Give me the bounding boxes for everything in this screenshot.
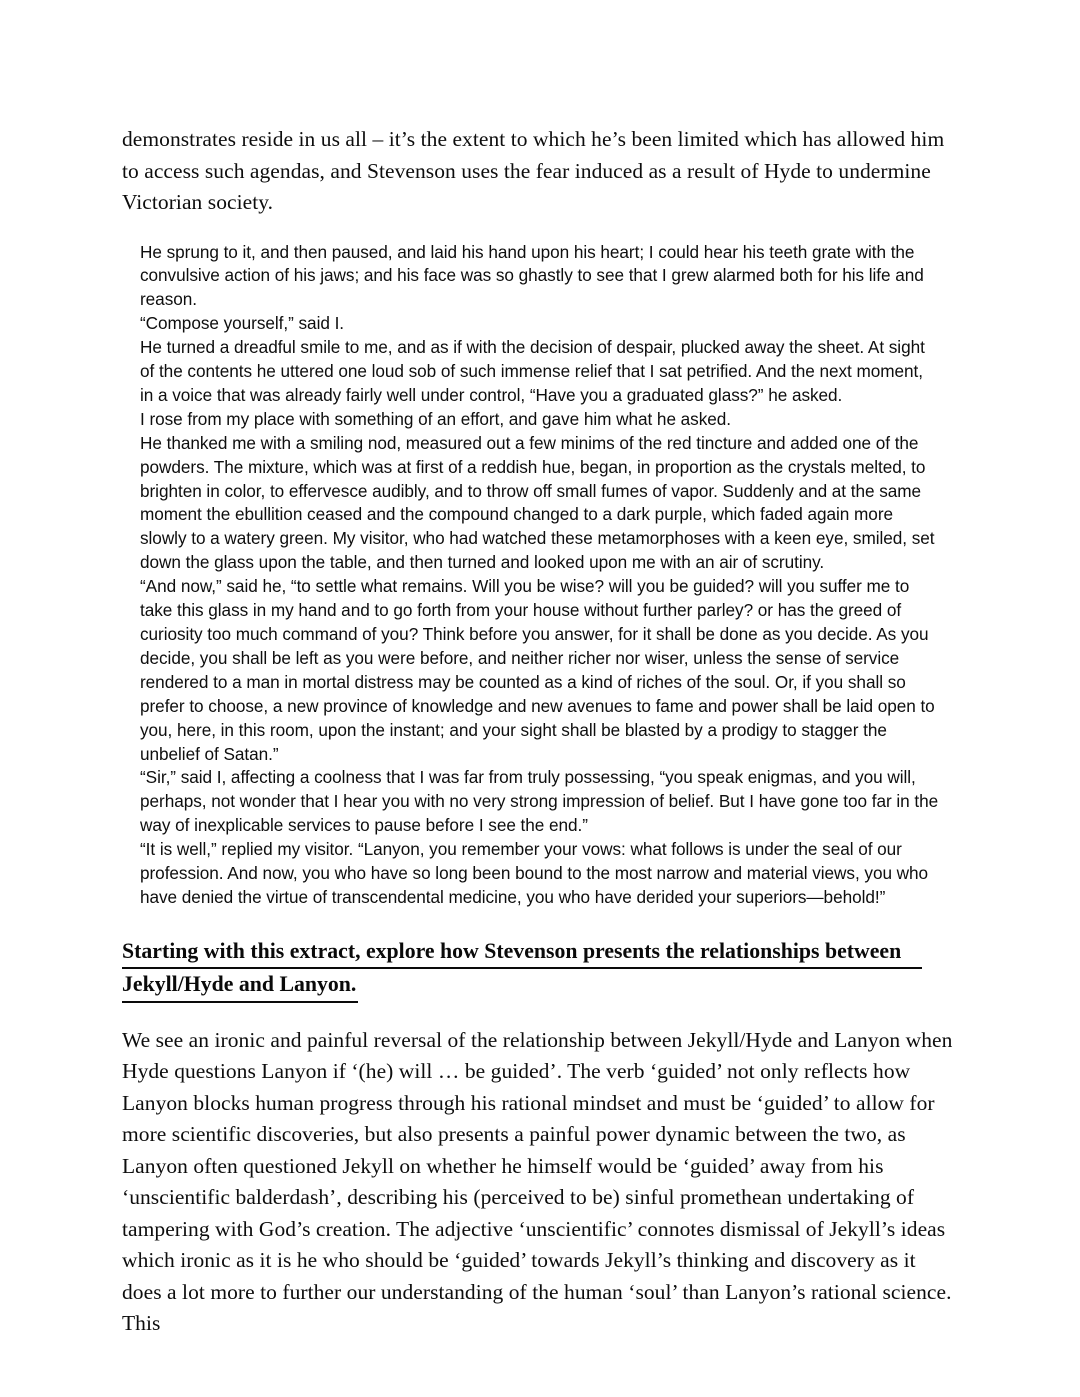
extract-paragraph: “And now,” said he, “to settle what remains. Will you be wise? will you be guided? will you suffer me to take this glass in my hand and to go forth from your house without further parley? or has the greed of curiosity too much command of you? Think before you answer, for it shall be done as you decide. As you decide, you shall be left as you were before, and neither richer nor wiser, unless the sense of service rendered to a man in mortal distress may be counted as a kind of riches of the soul. Or, if you shall so prefer to choose, a new province of knowledge and new avenues to fame and power shall be laid open to you, here, in this room, upon the instant; and your sight shall be blasted by a prodigy to stagger the unbelief of Satan.” [140, 576, 935, 764]
question-heading-line-2: Jekyll/Hyde and Lanyon. [122, 969, 358, 1003]
question-heading-line-1: Starting with this extract, explore how Stevenson presents the relationships between [122, 936, 922, 970]
extract-paragraph: “Sir,” said I, affecting a coolness that I was far from truly possessing, “you speak enigmas, and you will, perhaps, not wonder that I hear you with no very strong impression of belief. But I have gone too far in the way of inexplicable services to pause before I see the end.” [140, 767, 939, 836]
extract-paragraph: “It is well,” replied my visitor. “Lanyon, you remember your vows: what follows is under the seal of our profession. And now, you who have so long been bound to the most narrow and material views, you who have denied the virtue of transcendental medicine, you who have derided your superiors—behold!” [140, 839, 929, 907]
extract-paragraph: He turned a dreadful smile to me, and as if with the decision of despair, plucked away the sheet. At sight of the contents he uttered one loud sob of such immense relief that I sat petrified. And the next moment, in a voice that was already fairly well under control, “Have you a graduated glass?” he asked. [140, 337, 925, 405]
extract-paragraph: He sprung to it, and then paused, and laid his hand upon his heart; I could hear his teeth grate with the convulsive action of his jaws; and his face was so ghastly to see that I grew alarmed both for his life and reason. [140, 241, 924, 310]
extract-paragraph: I rose from my place with something of an effort, and gave him what he asked. [140, 408, 732, 429]
page-content [122, 124, 960, 1340]
analysis-paragraph: We see an ironic and painful reversal of the relationship between Jekyll/Hyde and Lanyon when Hyde questions Lanyon if ‘(he) will … be guided’. The verb ‘guided’ not only reflects how Lanyon blocks human progress through his rational mindset and must be ‘guided’ to allow for more scientific discoveries, but also presents a painful power dynamic between the two, as Lanyon often questioned Jekyll on whether he himself would be ‘guided’ away from his ‘unscientific balderdash’, describing his (perceived to be) sinful promethean undertaking of tampering with God’s creation. The adjective ‘unscientific’ connotes dismissal of Jekyll’s ideas which ironic as it is he who should be ‘guided’ towards Jekyll’s thinking and discovery as it does a lot more to further our understanding of the human ‘soul’ than Lanyon’s rational science. This [122, 1027, 953, 1336]
intro-paragraph: demonstrates reside in us all – it’s the extent to which he’s been limited which has allowed him to access such agendas, and Stevenson uses the fear induced as a result of Hyde to undermine Victorian society. [122, 127, 945, 214]
essay-question-heading [122, 936, 922, 1003]
extract-paragraph: “Compose yourself,” said I. [140, 313, 345, 334]
source-extract-block [140, 241, 940, 910]
extract-paragraph: He thanked me with a smiling nod, measured out a few minims of the red tincture and added one of the powders. The mixture, which was at first of a reddish hue, began, in proportion as the crystals melted, to brighten in color, to effervesce audibly, and to throw off small fumes of vapor. Suddenly and at the same moment the ebullition ceased and the compound changed to a dark purple, which faded again more slowly to a watery green. My visitor, who had watched these metamorphoses with a keen eye, smiled, set down the glass upon the table, and then turned and looked upon me with an air of scrutiny. [140, 432, 935, 573]
